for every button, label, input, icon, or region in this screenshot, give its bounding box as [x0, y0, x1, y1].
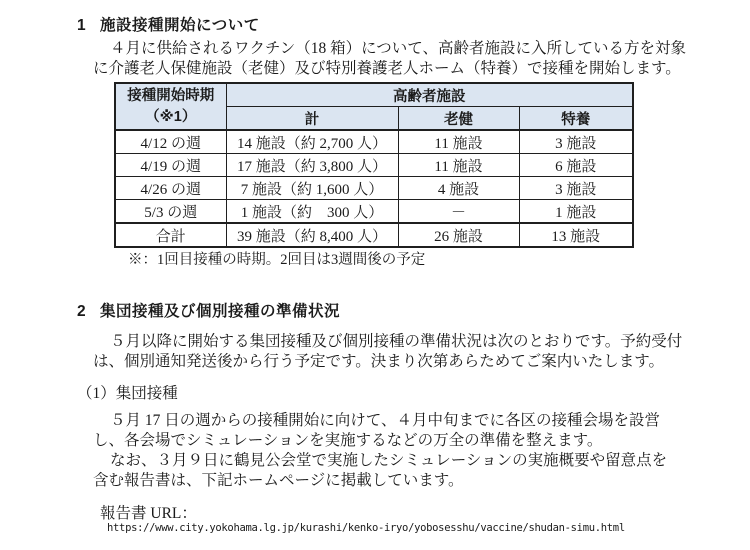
section2-heading-title: 集団接種及び個別接種の準備状況	[100, 303, 341, 320]
header-period-label: 接種開始時期	[127, 87, 215, 104]
cell-tokuyo: 13 施設	[519, 223, 633, 247]
cell-rouken: 11 施設	[398, 154, 519, 177]
paragraph-line: し、各会場でシミュレーションを実施するなどの万全の準備を整えます。	[93, 432, 603, 449]
report-url-label: 報告書 URL：	[100, 505, 197, 522]
cell-tokuyo: 1 施設	[519, 200, 633, 224]
section1-intro	[93, 39, 686, 79]
table-note: ※：1回目接種の時期。2回目は3週間後の予定	[128, 252, 426, 268]
table-row	[115, 200, 633, 224]
paragraph-line: ５月以降に開始する集団接種及び個別接種の準備状況は次のとおりです。予約受付	[110, 333, 683, 350]
paragraph-line: ５月 17 日の週からの接種開始に向けて、４月中旬までに各区の接種会場を設営	[110, 412, 660, 429]
cell-period: 4/26 の週	[115, 177, 226, 200]
table-row	[115, 177, 633, 200]
cell-tokuyo: 6 施設	[519, 154, 633, 177]
paragraph-line: は、個別通知発送後から行う予定です。決まり次第あらためてご案内いたします。	[93, 353, 665, 370]
header-period	[115, 83, 226, 130]
subsection1-body	[93, 411, 667, 491]
cell-total: 14 施設（約 2,700 人）	[226, 130, 398, 154]
subsection1-label: （1）集団接種	[77, 385, 178, 402]
cell-rouken: 4 施設	[398, 177, 519, 200]
report-url: https://www.city.yokohama.lg.jp/kurashi/kenko-iryo/yobosesshu/vaccine/shudan-simu.html	[107, 522, 625, 534]
cell-rouken: －	[398, 200, 519, 224]
cell-period: 4/19 の週	[115, 154, 226, 177]
cell-period: 5/3 の週	[115, 200, 226, 224]
section2-heading-number: 2	[77, 303, 87, 320]
header-tokuyo: 特養	[519, 107, 633, 131]
section1-heading	[77, 13, 260, 35]
table-row	[115, 154, 633, 177]
header-rouken: 老健	[398, 107, 519, 131]
cell-tokuyo: 3 施設	[519, 130, 633, 154]
section1-heading-number: 1	[77, 17, 87, 34]
cell-tokuyo: 3 施設	[519, 177, 633, 200]
cell-total: 17 施設（約 3,800 人）	[226, 154, 398, 177]
paragraph-line: に介護老人保健施設（老健）及び特別養護老人ホーム（特養）で接種を開始します。	[93, 60, 681, 77]
table-row	[115, 130, 633, 154]
paragraph-line: 含む報告書は、下記ホームページに掲載しています。	[93, 472, 464, 489]
cell-total: 39 施設（約 8,400 人）	[226, 223, 398, 247]
header-total: 計	[226, 107, 398, 131]
table-row-total	[115, 223, 633, 247]
cell-total: 7 施設（約 1,600 人）	[226, 177, 398, 200]
header-group: 高齢者施設	[226, 83, 633, 107]
facility-vaccination-table	[114, 82, 634, 248]
cell-period: 合計	[115, 223, 226, 247]
header-period-note: （※1）	[145, 108, 197, 125]
section2-intro	[93, 332, 682, 372]
paragraph-line: なお、３月９日に鶴見公会堂で実施したシミュレーションの実施概要や留意点を	[110, 452, 668, 469]
section1-heading-title: 施設接種開始について	[100, 17, 260, 34]
cell-rouken: 11 施設	[398, 130, 519, 154]
section2-heading	[77, 299, 340, 321]
cell-total: 1 施設（約 300 人）	[226, 200, 398, 224]
cell-rouken: 26 施設	[398, 223, 519, 247]
cell-period: 4/12 の週	[115, 130, 226, 154]
paragraph-line: ４月に供給されるワクチン（18 箱）について、高齢者施設に入所している方を対象	[110, 40, 686, 57]
